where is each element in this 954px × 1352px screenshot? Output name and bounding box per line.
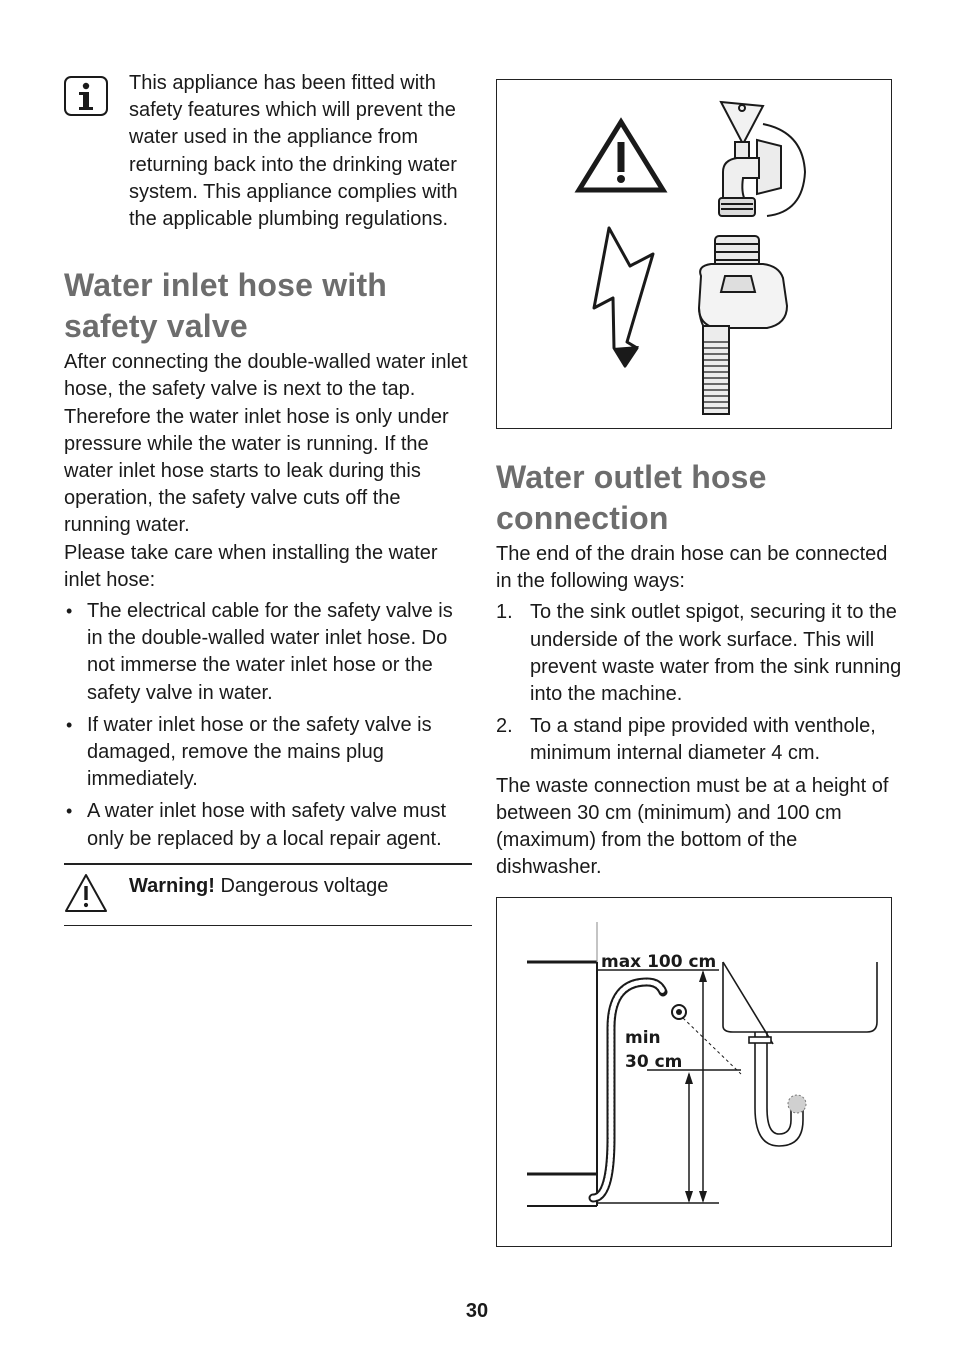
inlet-heading: Water inlet hose with safety valve [64, 267, 388, 345]
min-label-line-2: 30 cm [625, 1052, 683, 1072]
outlet-step-list [496, 599, 906, 767]
list-item: • A water inlet hose with safety valve must only be replaced by a local repair agent. [64, 798, 472, 852]
lightning-bolt-icon [594, 228, 653, 366]
tap-icon [719, 102, 805, 216]
list-item: • If water inlet hose or the safety valve is damaged, remove the mains plug immediately. [64, 712, 472, 794]
list-item [496, 713, 906, 767]
inlet-bullet-list [64, 598, 472, 853]
sink-trap-outline [723, 962, 877, 1146]
safety-valve-icon [699, 236, 787, 414]
safety-valve-illustration [497, 80, 893, 430]
step-number: 2. [496, 715, 513, 738]
step-text: To the sink outlet spigot, securing it to the underside of the work surface. This will prevent waste water from the sink running into the machine. [530, 601, 902, 706]
dishwasher-outline [527, 922, 597, 1206]
warning-text [129, 873, 388, 900]
venthole-icon [788, 1095, 806, 1113]
warning-box [64, 863, 472, 926]
warning-triangle-icon [64, 873, 108, 913]
warning-message: Dangerous voltage [214, 874, 389, 897]
warning-label: Warning! [129, 874, 215, 897]
outlet-heading: Water outlet hose connection [496, 459, 767, 536]
list-item: • The electrical cable for the safety valve is in the double-walled water inlet hose. Do not immerse the water inlet hose or the safety valve in water. [64, 598, 472, 707]
outlet-intro: The end of the drain hose can be connected in the following ways: [496, 543, 888, 593]
step-number: 1. [496, 601, 513, 624]
inlet-paragraph-1: After connecting the double-walled water inlet hose, the safety valve is next to the tap. Therefore the water inlet hose is only under pressure while the water is running. If the water inlet hose starts to leak during this operation, the safety valve cuts off the running water. [64, 351, 468, 537]
safety-valve-figure [496, 79, 892, 429]
right-column [496, 79, 906, 1072]
list-item [496, 599, 906, 708]
max-height-label: max 100 cm [601, 952, 717, 972]
left-column [64, 70, 472, 926]
height-note: The waste connection must be at a height of between 30 cm (minimum) and 100 cm (maximum) from the bottom of the dishwasher. [496, 774, 889, 879]
drain-height-diagram [497, 898, 893, 1248]
warning-triangle-icon [579, 122, 663, 190]
drain-hose [593, 982, 663, 1198]
step-text: To a stand pipe provided with venthole, minimum internal diameter 4 cm. [530, 715, 876, 765]
info-note-text: This appliance has been fitted with safety features which will prevent the water used in the appliance from returning back into the drinking water system. This appliance complies with the applicable plumbing regulations. [129, 72, 458, 231]
min-label-line-1: min [625, 1028, 661, 1048]
inlet-paragraph-2: Please take care when installing the water inlet hose: [64, 541, 438, 591]
info-note [64, 70, 472, 233]
page-number: 30 [465, 1300, 489, 1322]
drain-height-figure [496, 897, 892, 1247]
info-icon [64, 76, 108, 116]
